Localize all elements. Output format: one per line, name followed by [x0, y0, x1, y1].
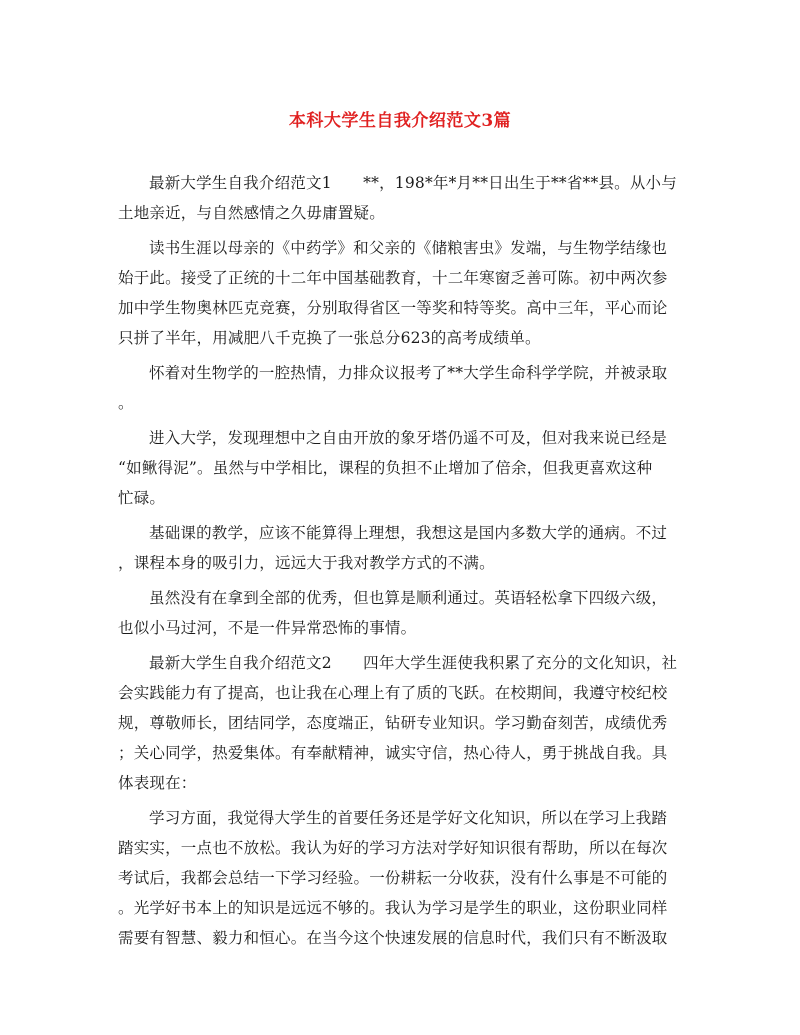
- paragraph-line: 只拼了半年，用减肥八千克换了一张总分623的高考成绩单。: [118, 329, 541, 347]
- paragraph-line: 考试后，我都会总结一下学习经验。一份耕耘一分收获，没有什么事是不可能的: [118, 869, 668, 887]
- paragraph-line: 进入大学，发现理想中之自由开放的象牙塔仍遥不可及，但对我来说已经是: [149, 429, 668, 447]
- paragraph-line: 。: [118, 394, 134, 412]
- paragraph-line: 忙碌。: [118, 489, 166, 507]
- paragraph-line: 踏实实，一点也不放松。我认为好的学习方法对学好知识很有帮助，所以在每次: [118, 839, 668, 857]
- paragraph-line: 虽然没有在拿到全部的优秀，但也算是顺利通过。英语轻松拿下四级六级，: [149, 589, 668, 607]
- paragraph-line: 土地亲近，与自然感情之久毋庸置疑。: [118, 204, 385, 222]
- paragraph-line: 。光学好书本上的知识是远远不够的。我认为学习是学生的职业，这份职业同样: [118, 899, 668, 917]
- paragraph-line: 怀着对生物学的一腔热情，力排众议报考了**大学生命科学学院，并被录取: [149, 364, 668, 382]
- paragraph-line: “如鳅得泥”。虽然与中学相比，课程的负担不止增加了倍余，但我更喜欢这种: [118, 459, 653, 477]
- paragraph-line: 体表现在：: [118, 774, 197, 792]
- paragraph-line: 基础课的教学，应该不能算得上理想，我想这是国内多数大学的通病。不过: [149, 524, 668, 542]
- paragraph-line: 加中学生物奥林匹克竞赛，分别取得省区一等奖和特等奖。高中三年，平心而论: [118, 299, 668, 317]
- paragraph-line: 始于此。接受了正统的十二年中国基础教育，十二年寒窗乏善可陈。初中两次参: [118, 269, 668, 287]
- document-title: 本科大学生自我介绍范文3篇: [288, 111, 512, 131]
- paragraph-line: 需要有智慧、毅力和恒心。在当今这个快速发展的信息时代，我们只有不断汲取: [118, 929, 668, 947]
- paragraph-line: 读书生涯以母亲的《中药学》和父亲的《储粮害虫》发端，与生物学结缘也: [149, 239, 668, 257]
- paragraph-line: 规，尊敬师长，团结同学，态度端正，钻研专业知识。学习勤奋刻苦，成绩优秀: [118, 714, 668, 732]
- paragraph-line: 会实践能力有了提高，也让我在心理上有了质的飞跃。在校期间，我遵守校纪校: [118, 684, 668, 702]
- paragraph-line: ；关心同学，热爱集体。有奉献精神，诚实守信，热心待人，勇于挑战自我。具: [118, 744, 668, 762]
- paragraph-line: 最新大学生自我介绍范文2 四年大学生涯使我积累了充分的文化知识，社: [149, 654, 678, 672]
- paragraph-line: 最新大学生自我介绍范文1 **，198*年*月**日出生于**省**县。从小与: [149, 174, 677, 192]
- document-body: [118, 168, 678, 953]
- paragraph-line: 也似小马过河，不是一件异常恐怖的事情。: [118, 619, 417, 637]
- paragraph-line: 学习方面，我觉得大学生的首要任务还是学好文化知识，所以在学习上我踏: [149, 809, 668, 827]
- paragraph-line: ，课程本身的吸引力，远远大于我对教学方式的不满。: [118, 554, 495, 572]
